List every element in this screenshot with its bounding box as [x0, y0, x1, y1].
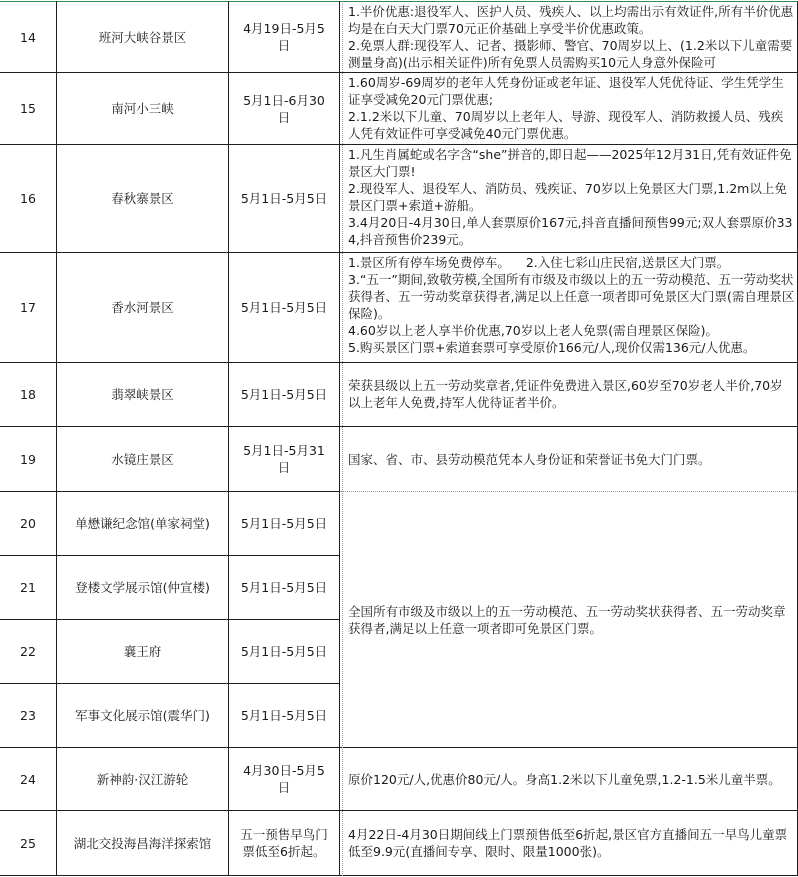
promotion-item: 原价120元/人,优惠价80元/人。身高1.2米以下儿童免票,1.2-1.5米儿童半票。 [348, 771, 781, 787]
row-number: 19 [20, 451, 36, 467]
table-border [0, 875, 798, 876]
column-divider [339, 1, 340, 876]
merged-promotion-details [343, 492, 798, 747]
promotion-item: 荣获县级以上五一劳动奖章者,凭证件免费进入景区,60岁至70岁老人半价,70岁以上老年人免费,持军人优待证者半价。 [348, 378, 783, 410]
promotion-dates: 5月1日-5月31日 [243, 443, 325, 475]
scenic-spot-name: 单懋谦纪念馆(单家祠堂) [75, 516, 210, 531]
row-number: 17 [20, 300, 36, 315]
promotion-dates: 5月1日-5月5日 [240, 644, 328, 659]
row-number: 15 [20, 101, 36, 116]
promotion-dates: 5月1日-5月5日 [240, 387, 328, 402]
promotion-details [343, 748, 798, 810]
promotion-item: 2.1.2米以下儿童、70周岁以上老年人、导游、现役军人、消防救援人员、残疾人凭有效证件可享受减免40元门票优惠。 [348, 109, 784, 141]
scenic-spot-name: 军事文化展示馆(震华门) [75, 708, 210, 723]
promotion-details [343, 427, 798, 491]
promotion-item: 1.60周岁-69周岁的老年人凭身份证或老年证、退役军人凭优待证、学生凭学生证享受减免20元门票优惠; [348, 75, 784, 107]
promotion-item: 全国所有市级及市级以上的五一劳动模范、五一劳动奖状获得者、五一劳动奖章获得者,满足以上任意一项者即可免景区门票。 [348, 603, 786, 636]
row-number: 16 [20, 191, 36, 206]
promotion-dates: 5月1日-5月5日 [240, 516, 328, 531]
promotion-item: 国家、省、市、县劳动模范凭本人身份证和荣誉证书免大门门票。 [348, 451, 711, 467]
row-number: 25 [20, 835, 36, 851]
promotion-details [343, 145, 798, 252]
promotion-details [343, 363, 798, 426]
promotion-dates: 5月1日-5月5日 [240, 300, 328, 315]
promotion-dates: 5月1日-6月30日 [243, 92, 325, 125]
row-number: 22 [20, 644, 36, 659]
row-number: 21 [20, 580, 36, 595]
promotion-item: 4.60岁以上老人享半价优惠,70岁以上老人免票(需自理景区保险)。 [348, 323, 718, 338]
promotion-item: 5.购买景区门票+索道套票可享受原价166元/人,现价仅需136元/人优惠。 [348, 340, 756, 355]
promotion-item: 2.免票人群:现役军人、记者、摄影师、警官、70周岁以上、(1.2米以下儿童需要测量身高)(出示相关证件)所有免票人员需购买10元人身意外保险可 [348, 38, 793, 70]
scenic-spot-name: 南河小三峡 [111, 101, 174, 116]
scenic-spot-name: 班河大峡谷景区 [98, 29, 187, 45]
promotion-dates: 4月30日-5月5日 [243, 763, 325, 795]
scenic-spot-name: 登楼文学展示馆(仲宣楼) [75, 580, 210, 595]
promotion-dates: 五一预售早鸟门票低至6折起。 [240, 827, 328, 859]
promotion-details [343, 811, 798, 875]
scenic-spot-name: 翡翠峡景区 [111, 387, 174, 402]
row-number: 14 [20, 29, 36, 45]
promotion-details [343, 73, 798, 144]
promotion-item: 1.半价优惠:退役军人、医护人员、残疾人、以上均需出示有效证件,所有半价优惠均是在白天大门票70元正价基础上享受半价优惠政策。 [348, 4, 794, 36]
promotion-details [343, 2, 798, 72]
promotion-dates: 5月1日-5月5日 [240, 191, 328, 206]
scenic-spot-name: 水镜庄景区 [111, 451, 174, 467]
scenic-spot-name: 襄王府 [123, 644, 162, 659]
row-number: 24 [20, 771, 36, 787]
scenic-spot-name: 新神韵·汉江游轮 [96, 771, 189, 787]
scenic-spot-name: 湖北交投海昌海洋探索馆 [73, 835, 212, 851]
promotion-item: 1.景区所有停车场免费停车。 2.入住七彩山庄民宿,送景区大门票。 [348, 255, 730, 270]
row-number: 18 [20, 387, 36, 402]
promotion-dates: 5月1日-5月5日 [240, 580, 328, 595]
promotion-dates: 4月19日-5月5日 [243, 21, 325, 53]
promotion-item: 2.现役军人、退役军人、消防员、残疾证、70岁以上免景区大门票,1.2m以上免景区门票+索道+游船。 [348, 181, 787, 213]
scenic-spot-name: 春秋寨景区 [111, 191, 174, 206]
promotion-dates: 5月1日-5月5日 [240, 708, 328, 723]
promotion-details [343, 253, 798, 362]
row-number: 23 [20, 708, 36, 723]
promotion-item: 4月22日-4月30日期间线上门票预售低至6折起,景区官方直播间五一早鸟儿童票低至9.9元(直播间专享、限时、限量1000张)。 [348, 827, 788, 859]
promotion-item: 3.“五一”期间,致敬劳模,全国所有市级及市级以上的五一劳动模范、五一劳动奖状获得者、五一劳动奖章获得者,满足以上任意一项者即可免景区大门票(需自理景区保险)。 [348, 272, 795, 321]
scenic-spot-name: 香水河景区 [111, 300, 174, 315]
row-number: 20 [20, 516, 36, 531]
promotion-item: 3.4月20日-4月30日,单人套票原价167元,抖音直播间预售99元;双人套票原价334,抖音预售价239元。 [348, 215, 793, 247]
promotion-item: 1.凡生肖属蛇或名字含“she”拼音的,即日起——2025年12月31日,凭有效证件免景区大门票! [348, 147, 792, 179]
